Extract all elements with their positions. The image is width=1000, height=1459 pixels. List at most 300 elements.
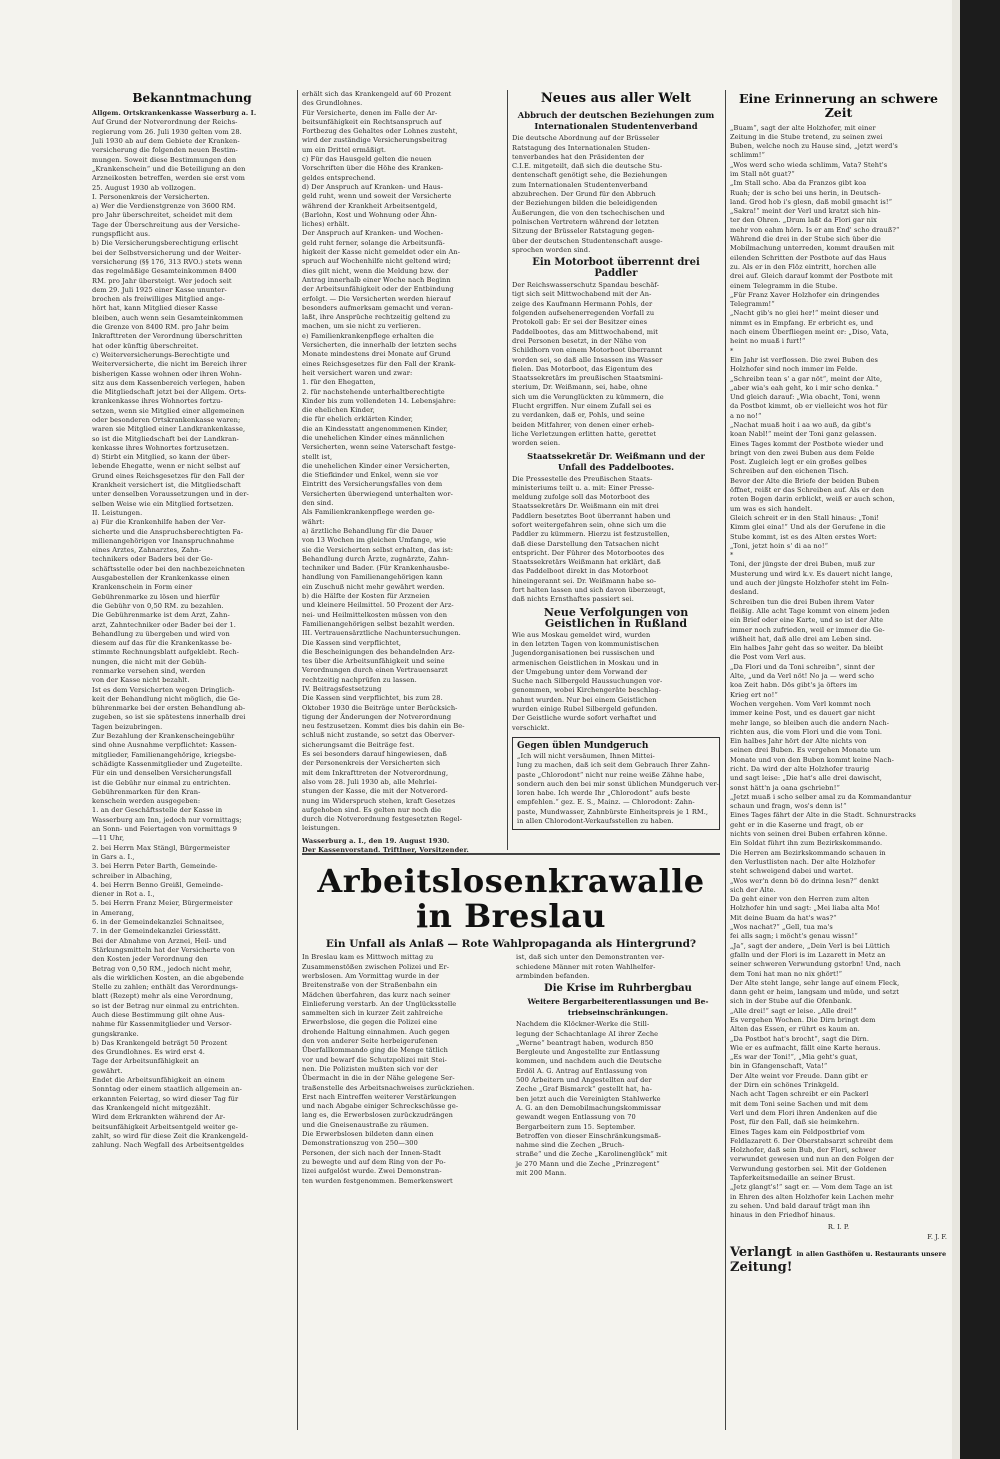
text-line: „aber wia's eah geht, ko i mir scho denka.“ <box>730 383 879 392</box>
text-line: Feldlazarett 6. Der Oberstabsarzt schreibt dem <box>730 1136 894 1145</box>
text-line: Die Herren am Bezirkskommando schauen in <box>730 848 886 857</box>
text-line: mit 200 Mann. <box>516 1169 567 1178</box>
text-line: Kimm glei eina!“ Und als der Gerufene in die <box>730 523 886 532</box>
text-line: ter den Ohren. „Drum laßt da Flori gar nix <box>730 216 877 225</box>
text-line: entspricht. Der Führer des Motorbootes des <box>512 548 665 557</box>
text-line: in Ehren des alten Holzhofer kein Lachen mehr <box>730 1192 894 1201</box>
text-line: mehr lange, so bleiben auch die andern Nach- <box>730 718 890 727</box>
text-line: eines Arztes, Zahnarztes, Zahn- <box>92 546 202 555</box>
text-line: Schreiben tun die drei Buben ihrem Vater <box>730 597 875 606</box>
text-line: die für ehelich erklärten Kinder, <box>302 415 413 424</box>
text-line: Tage der Arbeitsunfähigkeit an <box>92 1057 199 1066</box>
text-line: die Post vom Verl aus. <box>730 653 806 662</box>
text-line: Kinder bis zum vollendeten 14. Lebensjahre: <box>302 396 457 405</box>
text-line: Stelle zu zahlen; enthält das Verordnungs- <box>92 983 239 992</box>
text-line: Grund eines Reichsgesetzes für den Fall der <box>92 471 245 480</box>
text-line: über der deutschen Studentenschaft ausge- <box>512 236 663 245</box>
text-line: Monate mindestens drei Monate auf Grund <box>302 350 451 359</box>
text-line: zahlung. Nach Wegfall des Arbeitsentgeldes <box>92 1141 244 1150</box>
text-line: selben Weise wie ein Mitglied fortsetzen. <box>92 499 234 508</box>
text-line: IV. Beitragsfestsetzung <box>302 685 382 693</box>
text-line: blatt (Rezept) mehr als eine Verordnung, <box>92 992 234 1001</box>
text-line: milienangehörigen vor Inanspruchnahme <box>92 536 235 545</box>
text-line: dem Toni hat man no nix ghört!“ <box>730 969 843 978</box>
text-line: Krankenschein in Form einer <box>92 583 193 592</box>
text-line: Paddlern besetztes Boot überrannt haben und <box>512 511 671 520</box>
text-line: neu festzusetzen. Kommt dies bis dahin ein Be- <box>302 722 465 731</box>
text-line: erfolgt. — Die Versicherten werden hierauf <box>302 294 451 303</box>
subhead-ruhr: Weitere Bergarbeiterentlassungen und Be-triebseinschränkungen. <box>527 997 709 1018</box>
text-line: sie die Versicherten selbst erhalten, das ist: <box>302 545 454 554</box>
text-line: ben jetzt auch die Vereinigten Stahlwerke <box>516 1094 661 1103</box>
text-line: nahme sind die Zechen „Bruch- <box>516 1141 625 1150</box>
text-line: tigung der Änderungen der Notverordnung <box>302 712 452 721</box>
text-line: beitsunfähigkeit Arbeitsentgeld weiter ge- <box>92 1122 238 1131</box>
text-line: d) Stirbt ein Mitglied, so kann der über- <box>92 453 231 462</box>
text-line: Nach acht Tagen schreibt er ein Packerl <box>730 1090 869 1099</box>
announcement-subtitle: Allgem. Ortskrankenkasse Wasserburg a. I. <box>92 109 257 118</box>
text-line: b) Die Versicherungsberechtigung erlischt <box>92 239 239 248</box>
column-3 <box>512 90 720 850</box>
text-line: Ein Soldat führt ihn zum Bezirkskommando. <box>730 839 883 848</box>
text-line: RM. pro Jahr übersteigt. Wer jedoch seit <box>92 276 232 285</box>
text-line: hat oder künftig überschreitet. <box>92 341 199 350</box>
column-2 <box>302 90 502 855</box>
text-line: hineingerannt sei. Dr. Weißmann habe so- <box>512 576 657 585</box>
text-line: worden seien. <box>512 439 561 448</box>
text-line: Der Anspruch auf Kranken- und Wochen- <box>302 229 444 238</box>
text-line: immer noch zufrieden, weil er immer die Ge- <box>730 625 885 634</box>
text-line: beitsunfähigkeit ein Rechtsanspruch auf <box>302 117 442 126</box>
ad-title: Gegen üblen Mundgeruch <box>517 740 649 751</box>
text-line: in Amerang, <box>92 908 135 917</box>
text-line: die an Kindesstatt angenommenen Kinder, <box>302 424 448 433</box>
text-line: zahlt, so wird für diese Zeit die Krankengeld- <box>92 1131 249 1140</box>
text-line: Behandlung zu übergeben und wird von <box>92 629 230 638</box>
text-line: a no no!“ <box>730 411 762 420</box>
text-line: Wochen vergehen. Vom Verl kommt noch <box>730 699 871 708</box>
text-line: stimmte Rechnungsblatt aufgeklebt. Rech- <box>92 648 239 657</box>
text-line: „Alle drei!“ sagt er leise. „Alle drei!“ <box>730 1006 857 1015</box>
text-line: in Gars a. I., <box>92 852 135 861</box>
text-line: Zusammenstößen zwischen Polizei und Er- <box>302 962 450 971</box>
text-line: der Umgebung unter dem Vorwand der <box>512 667 648 676</box>
text-line: —11 Uhr, <box>92 834 125 843</box>
text-line: tenverbandes hat den Präsidenten der <box>512 152 645 161</box>
text-line: Übermacht in die in der Nähe gelegene Ser- <box>302 1074 455 1083</box>
text-line: Mit deine Buam da hat's was?“ <box>730 913 837 922</box>
breslau-subhead: Ein Unfall als Anlaß — Rote Wahlpropaganda als Hintergrund? <box>325 938 697 951</box>
text-line: 25. August 1930 ab vollzogen. <box>92 183 197 192</box>
announcement-signer: Der Kassenvorstand. Triftlner, Vorsitzender. <box>302 846 469 855</box>
text-line: Für ein und denselben Versicherungsfall <box>92 769 232 778</box>
text-line: „Im Stall scho. Aba da Franzos gibt koa <box>730 179 867 188</box>
text-line: rechtzeitig nachprüfen zu lassen. <box>302 675 417 684</box>
text-line: die ehelichen Kinder, <box>302 406 375 415</box>
text-line: dann geht er heim, langsam und müde, und setzt <box>730 988 899 997</box>
text-line: Ausgabestellen der Krankenkasse einen <box>92 574 230 583</box>
text-line: so ist der Betrag nur einmal zu entrichten. <box>92 1001 240 1010</box>
text-line: des Grundlohnes. Es wird erst 4. <box>92 1048 205 1057</box>
text-line: Wie aus Moskau gemeldet wird, wurden <box>512 630 651 639</box>
text-line: da Postbot kimmt, ob er vielleicht wos hot für <box>730 402 888 411</box>
text-line: Ein Jahr ist verflossen. Die zwei Buben des <box>730 355 878 364</box>
text-line: armbinden befanden. <box>516 971 590 980</box>
text-line: Ruah; der is scho bei uns herin, in Deutsch- <box>730 188 881 197</box>
breslau-article-end <box>516 953 720 981</box>
text-line: „Schreibn tean s' a gar nöt“, meint der Alte, <box>730 374 883 383</box>
text-line: Vorschriften über die Höhe des Kranken- <box>302 164 444 173</box>
text-line: „Nacht gib's no glei her!“ meint dieser und <box>730 309 879 318</box>
text-line: so ist die Mitgliedschaft bei der Landkran- <box>92 434 239 443</box>
text-line: Und gleich darauf: „Wia obacht, Toni, wenn <box>730 393 881 402</box>
text-line: als die wirklichen Kosten, an die abgebende <box>92 973 244 982</box>
text-line: Tagen beizubringen. <box>92 722 163 731</box>
text-line: kenkasse ihres Wohnortes fortzusetzen. <box>92 443 230 452</box>
text-line: Endet die Arbeitsunfähigkeit an einem <box>92 1076 226 1085</box>
text-line: nichts von seinen drei Buben erfahren könne. <box>730 830 888 839</box>
text-line: sitz aus dem Kassenbereich verlegen, haben <box>92 378 246 387</box>
text-line: sicherungsamt die Beiträge fest. <box>302 740 415 749</box>
text-line: regierung vom 26. Juli 1930 gelten vom 28. <box>92 127 242 136</box>
text-line: Holzhofer, daß sein Bub, der Flori, schwer <box>730 1146 877 1155</box>
text-line: des Grundlohnes. <box>302 99 363 108</box>
text-line: Krankheit versichert ist, die Mitgliedschaft <box>92 481 241 490</box>
text-line: in den letzten Tagen von kommunistischen <box>512 639 659 648</box>
text-line: drei auf. Gleich darauf kommt der Postbote mit <box>730 272 893 281</box>
text-line: bin in Gfangenschaft, Vata!“ <box>730 1062 828 1071</box>
text-line: brochen als freiwilliges Mitglied ange- <box>92 295 225 304</box>
text-line: b) Das Krankengeld beträgt 50 Prozent <box>92 1038 228 1047</box>
text-line: paste „Chlorodont“ nicht nur reine weiße Zähne habe, <box>517 770 705 779</box>
footer-promo <box>730 1245 947 1275</box>
text-line: Schreiben auf den eichenen Tisch. <box>730 467 849 476</box>
text-line: polnischen Vertretern während der letzten <box>512 217 660 226</box>
text-line: der Beziehungen bilden die beleidigenden <box>512 199 658 208</box>
text-line: Bevor der Alte die Briefe der beiden Buben <box>730 476 880 485</box>
text-line: lebende Ehegatte, wenn er nicht selbst auf <box>92 462 240 471</box>
text-line: den von anderer Seite herbeigerufenen <box>302 1037 438 1046</box>
text-line: Monate und von den Buben kommt keine Nach- <box>730 755 894 764</box>
text-line: zeige des Kaufmann Hermann Pohls, der <box>512 299 653 308</box>
text-line: sonst hätt'n ja oana gschriebn!“ <box>730 783 841 792</box>
text-line: der Personenkreis der Versicherten sich <box>302 759 441 768</box>
article-ruhr <box>516 1020 720 1178</box>
text-line: krankenkasse ihres Wohnortes fortzu- <box>92 397 223 406</box>
text-line: Betroffen von dieser Einschränkungsmaß- <box>516 1131 662 1140</box>
text-line: Fortbezug des Gehaltes oder Lohnes zusteht, <box>302 127 458 136</box>
text-line: I. Personenkreis der Versicherten. <box>92 192 210 201</box>
text-line: Die Kassen sind verpflichtet, bis zum 28. <box>302 694 443 703</box>
text-line: gungskranke. <box>92 1029 139 1038</box>
text-line: 4. bei Herrn Benno Greißl, Gemeinde- <box>92 880 224 889</box>
text-line: heint no muaß i furt!“ <box>730 337 806 346</box>
text-line: Staatssekretärs Weißmann hat erklärt, daß <box>512 558 661 567</box>
text-line: die Mitgliedschaft jetzt bei der Allgem. Orts- <box>92 388 247 397</box>
text-line: Als Familienkrankenpflege werden ge- <box>302 508 435 517</box>
text-line: Eintritt des Versicherungsfalles von dem <box>302 480 443 489</box>
text-line: A. G. an den Demobilmachungskommissar <box>516 1103 662 1112</box>
text-line: Während die drei in der Stube sich über die <box>730 235 881 244</box>
text-line: * <box>730 551 734 560</box>
text-line: während der Krankheit Arbeitsentgeld, <box>302 201 438 210</box>
text-line: desland. <box>730 588 759 597</box>
text-line: a) ärztliche Behandlung für die Dauer <box>302 526 433 535</box>
text-line: fort halten lassen und sich davon überzeugt, <box>512 586 666 595</box>
text-line: Versicherten überwiegend unterhalten wor- <box>302 489 453 498</box>
text-line: schluß nicht zustande, so setzt das Oberver- <box>302 731 455 740</box>
text-line: „Ja“, sagt der andere, „Dein Verl is bei Lüttich <box>730 941 890 950</box>
text-line: den Kosten jeder Verordnung den <box>92 955 208 964</box>
text-line: Der Geistliche wurde sofort verhaftet und <box>512 714 657 723</box>
text-line: Bergarbeitern zum 15. September. <box>516 1122 636 1131</box>
text-line: II. Leistungen. <box>92 508 143 517</box>
text-line: diener in Rot a. I., <box>92 890 155 899</box>
text-line: werbslosen. Am Vormittag wurde in der <box>302 971 440 980</box>
text-line: geldes entsprechend. <box>302 173 376 182</box>
text-line: Der Alte weint vor Freude. Dann gibt er <box>730 1071 868 1080</box>
headline-weissmann: Staatssekretär Dr. Weißmann und der Unfall des Paddelbootes. <box>527 450 705 472</box>
text-line: tes über die Arbeitsunfähigkeit und seine <box>302 657 445 666</box>
breslau-article <box>302 953 506 1185</box>
text-line: erkannten Feiertag, so wird dieser Tag für <box>92 1094 239 1103</box>
text-line: der Dirn ein schönes Trinkgeld. <box>730 1081 840 1090</box>
text-line: schlimm!“ <box>730 151 765 160</box>
text-line: nen. Die Polizisten mußten sich vor der <box>302 1064 438 1073</box>
story-rip: R. I. P. <box>827 1222 850 1231</box>
ad-body <box>517 751 719 826</box>
text-line: 2. für nachstehende unterhaltberechtigte <box>302 387 445 396</box>
text-line: um ein Drittel ermäßigt. <box>302 145 387 154</box>
column-4 <box>730 90 947 1430</box>
text-line: Mädchen überfahren, das kurz nach seiner <box>302 990 451 999</box>
text-line: zugeben, so ist sie spätestens innerhalb drei <box>92 713 246 722</box>
text-line: bisherigen Kasse wohnen oder ihren Wohn- <box>92 369 242 378</box>
text-line: daß diese Darstellung den Tatsachen nicht <box>512 539 660 548</box>
text-line: schiedene Männer mit roten Wahlhelfer- <box>516 962 656 971</box>
text-line: immer keine Post, und es dauert gar nicht <box>730 709 876 718</box>
text-line: Arzneikosten betreffen, werden sie erst vom <box>92 174 246 183</box>
text-line: Demonstrationszug von 250—300 <box>302 1139 418 1148</box>
headline-russia: Neue Verfolgungen von Geistlichen in Rußland <box>543 605 689 630</box>
text-line: Antrag innerhalb einer Woche nach Beginn <box>302 275 451 284</box>
text-line: eilenden Schritten der Postbote auf das Haus <box>730 253 887 262</box>
text-line: Staatssekretärs Dr. Weißmann ein mit drei <box>512 502 659 511</box>
story-initials: F. J. F. <box>927 1232 947 1241</box>
text-line: roten Bogen darin erblickt, weiß er auch schon, <box>730 495 895 504</box>
text-line: Weiterversicherte, die nicht im Bereich ihrer <box>92 360 247 369</box>
text-line: sind ohne Ausnahme verpflichtet: Kassen- <box>92 741 237 750</box>
announcement-date: Wasserburg a. I., den 19. August 1930. <box>302 836 450 845</box>
text-line: das Krankengeld nicht mitgezählt. <box>92 1103 211 1112</box>
text-line: Krieg ert no!“ <box>730 690 778 699</box>
text-line: „Da Flori und da Toni schreibn“, sinnt der <box>730 662 875 671</box>
text-line: heit versichert waren und zwar: <box>302 368 413 377</box>
text-line: Der Reichswasserschutz Spandau beschäf- <box>512 281 660 290</box>
text-line: Auch diese Bestimmung gilt ohne Aus- <box>92 1010 225 1019</box>
text-line: 7. in der Gemeindekanzlei Griesstätt. <box>92 927 221 936</box>
text-line: Sitzung der Brüsseler Ratstagung gegen- <box>512 227 655 236</box>
text-line: nahmt wurden. Nur bei einem Geistlichen <box>512 695 657 704</box>
text-line: kommen, und nachdem auch die Deutsche <box>516 1057 662 1066</box>
text-line: erhält sich das Krankengeld auf 60 Prozent <box>302 90 452 98</box>
text-line: Holzhofer sind noch immer im Felde. <box>730 365 858 374</box>
text-line: die unehelichen Kinder eines männlichen <box>302 433 445 442</box>
text-line: gfalln und der Flori is im Lazarett in Metz an <box>730 950 886 959</box>
text-line: zu verdanken, daß er, Pohls, und seine <box>512 411 645 420</box>
text-line: Schildhorn von einem Motorboot überrannt <box>512 346 663 355</box>
column-1 <box>92 90 292 1430</box>
text-line: nahme für Kassenmitglieder und Versor- <box>92 1020 232 1029</box>
text-line: geht er in die Kaserne und fragt, ob er <box>730 820 864 829</box>
text-line: land. Grod hob i's glesn, daß mobil gmacht is!“ <box>730 197 893 206</box>
text-line: liches) erhält. <box>302 220 350 229</box>
text-line: Überfallkommando ging die Menge tätlich <box>302 1046 448 1055</box>
text-line: Mobilmachung unterreden, kommt draußen mit <box>730 244 895 253</box>
text-line: bührenmarke bei der ersten Behandlung ab- <box>92 704 246 713</box>
story-title: Eine Erinnerung an schwere Zeit <box>738 91 939 120</box>
text-line: dem 29. Juli 1925 einer Kasse ununter- <box>92 285 227 294</box>
text-line: „Buam“, sagt der alte Holzhofer, mit einer <box>730 123 876 132</box>
text-line: verschickt. <box>512 723 550 732</box>
text-line: a) Für die Krankenhilfe haben der Ver- <box>92 518 226 527</box>
text-line: dies gilt nicht, wenn die Meldung bzw. der <box>302 266 449 275</box>
text-line: den sind. <box>302 499 334 508</box>
text-line: eines Reichsgesetzes für den Fall der Krank- <box>302 359 456 368</box>
text-line: und kleinere Heilmittel. 50 Prozent der Arz- <box>302 601 454 610</box>
text-line: Protokoll gab: Er sei der Besitzer eines <box>512 318 648 327</box>
text-line: bringt von den zwei Buben aus dem Felde <box>730 448 875 457</box>
text-line: Wird dem Erkrankten während der Ar- <box>92 1113 226 1122</box>
text-line: In Breslau kam es Mittwoch mittag zu <box>302 953 434 962</box>
text-line: Erwerbslose, die gegen die Polizei eine <box>302 1018 438 1027</box>
text-line: „Ich will nicht versäumen, Ihnen Mittei- <box>517 751 655 760</box>
article-russia <box>512 631 720 733</box>
text-line: C.I.E. mitgeteilt, daß sich die deutsche Stu- <box>512 162 663 171</box>
text-line: Telegramm!“ <box>730 300 775 309</box>
text-line: je 270 Mann und die Zeche „Prinzregent“ <box>516 1159 660 1168</box>
text-line: öffnet, reißt er das Schreiben auf. Als er den <box>730 486 885 495</box>
text-line: „Jetz glangt's!“ sagt er. — Vom dem Tage an ist <box>730 1183 893 1192</box>
text-line: Die Gebührenmarke ist dem Arzt, Zahn- <box>92 611 230 620</box>
text-line: ministeriums teilt u. a. mit: Einer Presse- <box>512 483 655 492</box>
text-line: nei- und Heilmittelkosten müssen von den <box>302 610 448 619</box>
text-line: Zeche „Graf Bismarck“ gestellt hat, ha- <box>516 1085 652 1094</box>
text-line: sterium, Dr. Weißmann, sei, habe, ohne <box>512 383 648 392</box>
text-line: sich in der Stube auf die Ofenbank. <box>730 997 853 1006</box>
text-line: „Jetzt muaß i scho selber amal zu da Kommandantur <box>730 792 912 801</box>
text-line: beiden Mitfahrer, von denen einer erheb- <box>512 420 655 429</box>
text-line: a) Wer die Verdienstgrenze von 3600 RM. <box>92 202 236 211</box>
text-line: ist, daß sich unter den Demonstranten ver- <box>516 953 665 962</box>
text-line: Staatssekretärs im preußischen Staatsmini- <box>512 374 663 383</box>
text-line: Äußerungen, die von den tschechischen und <box>512 208 665 217</box>
text-line: zum Internationalen Studentenverband <box>512 180 648 189</box>
text-line: Flucht ergriffen. Nur einem Zufall sei es <box>512 402 652 411</box>
text-line: dentenschaft genötigt sehe, die Beziehungen <box>512 171 668 180</box>
text-line: und auch der jüngste Holzhofer steht im Feln- <box>730 579 889 588</box>
text-line: Oktober 1930 die Beiträge unter Berücksich- <box>302 703 458 712</box>
text-line: zu sehen. Und bald darauf trägt man ihn <box>730 1201 871 1210</box>
text-line: sondern auch den bei mir sonst üblichen Mundgeruch ver- <box>517 779 719 788</box>
headline-student-union: Abbruch der deutschen Beziehungen zum Internationalen Studentenverband <box>517 110 715 132</box>
text-line: nimmt es in Empfang. Er erbricht es, und <box>730 318 874 327</box>
text-line: schäftsstelle oder bei den nachbezeichneten <box>92 564 245 573</box>
text-line: Wasserburg am Inn, jedoch nur vormittags; <box>92 815 242 824</box>
text-line: „Für Franz Xaver Holzhofer ein dringendes <box>730 290 880 299</box>
text-line: 1. für den Ehegatten, <box>302 378 376 387</box>
text-line: Personen, der sich nach der Innen-Stadt <box>302 1148 441 1157</box>
text-line: vor und bewarf die Schutzpolizei mit Stei- <box>302 1055 447 1064</box>
text-line: „Wos nachat?“ „Gell, tua ma's <box>730 923 833 932</box>
text-line: drei Personen besetzt, in der Nähe von <box>512 336 647 345</box>
text-line: tigt sich seit Mittwochabend mit der An- <box>512 290 652 299</box>
text-line: III. Vertrauensärztliche Nachuntersuchungen. <box>302 629 461 638</box>
story-body <box>730 124 947 1221</box>
announcement-body <box>92 118 292 1150</box>
text-line: renmarke versehen sind, werden <box>92 667 206 675</box>
text-line: Post, für den Fall, daß sie heimkehrn. <box>730 1118 860 1127</box>
text-line: „Toni, jetzt hoin s' di aa no!“ <box>730 541 829 550</box>
text-line: Behandlung durch Ärzte, zugnärzte, Zahn- <box>302 554 449 563</box>
text-line: wurden einige Rubel Silbergeld gefunden. <box>512 705 658 714</box>
text-line: Eines Tages kam ein Feldpostbrief vom <box>730 1127 865 1136</box>
text-line: „Wos werd scho wieda schlimm, Vata? Steht's <box>730 160 888 169</box>
text-line: * <box>730 346 734 355</box>
text-line: Die deutsche Abordnung auf der Brüsseler <box>512 134 660 143</box>
text-line: abzubrechen. Der Grund für den Abbruch <box>512 190 656 199</box>
text-line: nach einem Überfliegen meint er: „Diso, Vata, <box>730 328 889 337</box>
text-line: laßt, ihre Ansprüche rechtzeitig geltend zu <box>302 313 451 322</box>
text-line: fielen. Das Motorboot, das Eigentum des <box>512 364 653 373</box>
text-line: einem Telegramm in die Stube. <box>730 281 838 290</box>
text-line: sich der Alte. <box>730 885 776 894</box>
text-line: pro Jahr überschreitet, scheidet mit dem <box>92 211 233 220</box>
text-line: richten aus, die vom Flori und die vom Toni. <box>730 727 883 736</box>
chlorodont-ad <box>512 737 720 830</box>
news-section-title: Neues aus aller Welt <box>540 91 692 106</box>
text-line: Gleich schreit er in den Stall hinaus: „Toni! <box>730 513 880 522</box>
text-line: von der Kasse nicht bezahlt. <box>92 676 190 685</box>
text-line: hinaus in den Friedhof hinaus. <box>730 1211 836 1220</box>
text-line: sofort weitergefahren sein, ohne sich um die <box>512 520 667 529</box>
text-line: 1. an der Geschäftsstelle der Kasse in <box>92 806 223 815</box>
text-line: durch die Notverordnung festgesetzten Regel- <box>302 815 463 824</box>
text-line: zu. Als er in den Flöz eintritt, horchen alle <box>730 262 877 271</box>
text-line: Sonntag oder einem staatlich allgemein an- <box>92 1085 243 1094</box>
text-line: Alten das Essen, er rührt es kaum an. <box>730 1025 860 1034</box>
text-line: und sagt leise: „Die hat's alle drei dawischt, <box>730 774 882 783</box>
text-line: aufgehoben sind. Es gelten nur noch die <box>302 805 442 814</box>
text-line: wißheit hat, daß alle drei am Leben sind. <box>730 634 872 643</box>
newspaper-page <box>92 90 947 1430</box>
text-line: Paddelbootes, das am Mittwochabend, mit <box>512 327 659 336</box>
text-line: Bergleute und Angestellte zur Entlassung <box>516 1048 660 1057</box>
text-line: lizei aufgelöst wurde. Zwei Demonstran- <box>302 1167 442 1176</box>
text-line: ten wurden festgenommen. Bemerkenswert <box>302 1176 453 1185</box>
text-line: sich um die Verunglückten zu kümmern, die <box>512 392 664 401</box>
text-line: Es sei besonders darauf hingewiesen, daß <box>302 750 447 759</box>
text-line: Bei der Abnahme von Arznei, Heil- und <box>92 936 227 945</box>
text-line: machen, um sie nicht zu verlieren. <box>302 322 422 331</box>
text-line: die Grenze von 8400 RM. pro Jahr beim <box>92 323 229 332</box>
text-line: schreiber in Albaching, <box>92 871 173 880</box>
text-line: Auf Grund der Notverordnung der Reichs- <box>92 118 238 127</box>
text-line: Betrag von 0,50 RM., jedoch nicht mehr, <box>92 964 232 973</box>
text-line: Verordnungen durch einen Vertrauensarzt <box>302 666 448 675</box>
text-line: unter denselben Voraussetzungen und in der- <box>92 490 249 499</box>
text-line: den Verlustlisten nach. Der alte Holzhofer <box>730 857 876 866</box>
